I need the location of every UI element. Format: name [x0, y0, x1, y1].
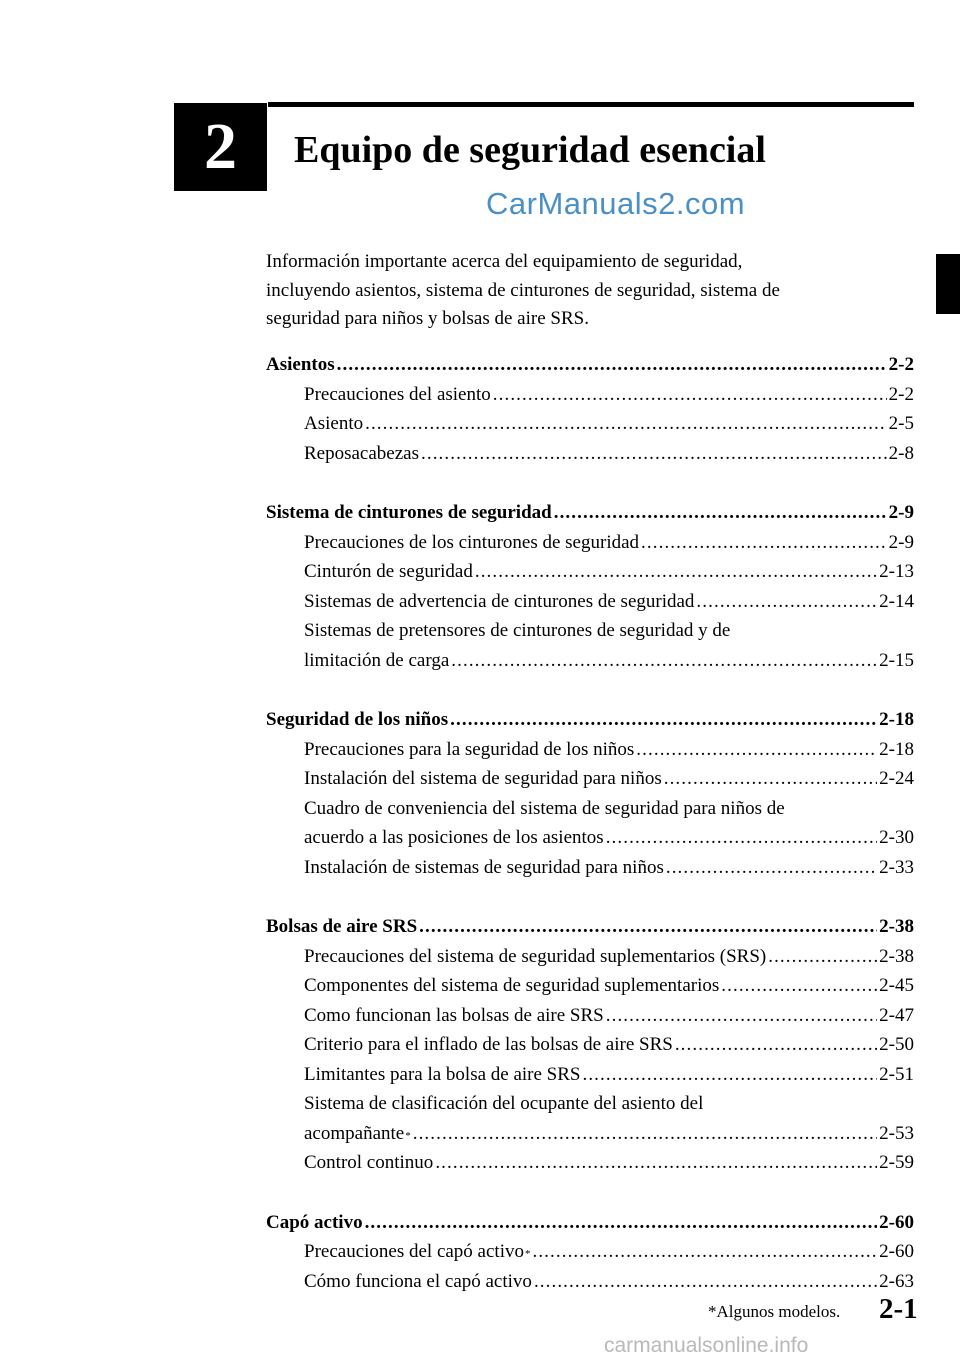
toc-page-ref: 2-60 — [879, 1211, 914, 1233]
toc-leader-dots — [606, 827, 877, 849]
toc-page-ref: 2-9 — [888, 502, 914, 523]
toc-entry-text: Instalación del sistema de seguridad para niños — [304, 768, 662, 789]
toc-entry[interactable] — [266, 591, 914, 621]
toc-entry-text: Precauciones del sistema de seguridad suplementarios (SRS) — [304, 945, 767, 967]
toc-entry[interactable] — [266, 532, 914, 562]
toc-entry-text: Precauciones del capó activo — [304, 1241, 524, 1262]
toc-entry-text: Precauciones de los cinturones de seguridad — [304, 531, 640, 553]
toc-leader-dots — [582, 1064, 877, 1086]
toc-entry-text: Cinturón de seguridad — [304, 561, 473, 582]
intro-line: seguridad para niños y bolsas de aire SRS. — [266, 308, 589, 329]
toc-page-ref: 2-50 — [879, 1034, 914, 1055]
toc-page-ref: 2-38 — [879, 945, 914, 967]
toc-entry[interactable] — [266, 768, 914, 798]
toc-entry-text: Cómo funciona el capó activo — [304, 1270, 532, 1292]
toc-page-ref: 2-8 — [888, 442, 914, 464]
toc-section-title: Asientos — [266, 354, 335, 375]
toc-entry-line — [266, 620, 914, 650]
toc-leader-dots — [450, 709, 877, 731]
toc-page-ref: 2-33 — [879, 856, 914, 878]
toc-section — [266, 354, 914, 472]
toc-page-ref: 2-5 — [888, 413, 914, 434]
toc-leader-dots — [451, 650, 877, 672]
toc-leader-dots — [534, 1271, 877, 1293]
toc-leader-dots — [413, 1123, 877, 1145]
toc-entry-text: Sistema de clasificación del ocupante del asiento del — [304, 1093, 704, 1114]
toc-entry-text: Asiento — [304, 413, 364, 434]
toc-entry-line — [266, 798, 914, 828]
chapter-side-tab — [936, 254, 960, 314]
toc-leader-dots — [365, 413, 887, 435]
toc-entry[interactable] — [266, 650, 914, 680]
toc-leader-dots — [532, 1241, 877, 1263]
toc-entry-text: Limitantes para la bolsa de aire SRS — [304, 1063, 581, 1085]
toc-entry[interactable] — [266, 857, 914, 887]
toc-entry-text: acompañante — [304, 1122, 405, 1144]
toc-entry-text: Control continuo — [304, 1152, 434, 1173]
toc-entry[interactable] — [266, 1034, 914, 1064]
toc-page-ref: 2-45 — [879, 975, 914, 996]
toc-page-ref: 2-13 — [879, 561, 914, 582]
chapter-title: Equipo de seguridad esencial — [294, 129, 766, 171]
toc-leader-dots — [421, 443, 887, 465]
toc-entry-text: Componentes del sistema de seguridad suplementarios — [304, 975, 720, 996]
toc-leader-dots — [419, 916, 877, 938]
toc-leader-dots — [636, 739, 877, 761]
toc-entry[interactable] — [266, 1271, 914, 1301]
intro-line: incluyendo asientos, sistema de cinturones de seguridad, sistema de — [266, 279, 780, 301]
toc-entry[interactable] — [266, 413, 914, 443]
toc-page-ref: 2-60 — [879, 1241, 914, 1262]
toc-page-ref: 2-18 — [879, 738, 914, 760]
toc-entry[interactable] — [266, 1005, 914, 1035]
toc-entry-text: Reposacabezas — [304, 442, 419, 464]
toc-page-ref: 2-9 — [888, 531, 914, 553]
toc-leader-dots — [606, 1005, 877, 1027]
toc-entry-text: limitación de carga — [304, 649, 450, 671]
chapter-number: 2 — [204, 110, 237, 183]
toc-page-ref: 2-63 — [879, 1270, 914, 1292]
toc-entry[interactable] — [266, 443, 914, 473]
toc-section — [266, 709, 914, 886]
toc-leader-dots — [666, 857, 877, 879]
toc-page-ref: 2-59 — [879, 1152, 914, 1173]
toc-entry[interactable] — [266, 1123, 914, 1153]
toc-section-title: Capó activo — [266, 1211, 363, 1233]
table-of-contents — [266, 354, 914, 1330]
toc-page-ref: 2-53 — [879, 1122, 914, 1144]
toc-section-heading[interactable] — [266, 709, 914, 739]
toc-entry[interactable] — [266, 1152, 914, 1182]
toc-page-ref: 2-2 — [888, 383, 914, 405]
toc-section-heading[interactable] — [266, 1212, 914, 1242]
toc-leader-dots — [365, 1212, 878, 1234]
page-number: 2-1 — [879, 1293, 918, 1325]
intro-line: Información importante acerca del equipamiento de seguridad, — [266, 251, 743, 272]
toc-page-ref: 2-24 — [879, 768, 914, 789]
toc-page-ref: 2-47 — [879, 1004, 914, 1026]
toc-page-ref: 2-30 — [879, 827, 914, 848]
toc-section-title: Bolsas de aire SRS — [266, 916, 418, 937]
toc-leader-dots — [664, 768, 877, 790]
toc-leader-dots — [435, 1152, 877, 1174]
toc-entry[interactable] — [266, 561, 914, 591]
header-rule — [268, 102, 914, 107]
toc-entry-text: Sistemas de advertencia de cinturones de seguridad — [304, 590, 695, 612]
toc-section-title: Sistema de cinturones de seguridad — [266, 502, 552, 523]
toc-leader-dots — [475, 561, 877, 583]
toc-section — [266, 1212, 914, 1301]
toc-entry-text: Criterio para el inflado de las bolsas de aire SRS — [304, 1034, 673, 1055]
toc-section-heading[interactable] — [266, 354, 914, 384]
toc-leader-dots — [337, 354, 887, 376]
toc-section — [266, 502, 914, 679]
toc-entry-text: Cuadro de conveniencia del sistema de seguridad para niños de — [304, 797, 785, 819]
toc-entry[interactable] — [266, 946, 914, 976]
toc-entry-text: acuerdo a las posiciones de los asientos — [304, 827, 604, 848]
toc-entry[interactable] — [266, 739, 914, 769]
toc-leader-dots — [493, 384, 887, 406]
toc-entry[interactable] — [266, 827, 914, 857]
toc-entry-text: Como funcionan las bolsas de aire SRS — [304, 1004, 604, 1026]
watermark-top: CarManuals2.com — [486, 186, 746, 221]
toc-entry-text: Precauciones para la seguridad de los niños — [304, 738, 635, 760]
intro-paragraph — [266, 248, 906, 334]
footnote-marker: * — [405, 1129, 411, 1142]
toc-leader-dots — [696, 591, 877, 613]
toc-page-ref: 2-2 — [888, 354, 914, 375]
chapter-number-box — [174, 103, 267, 191]
toc-page-ref: 2-18 — [879, 709, 914, 730]
toc-entry-line — [266, 1093, 914, 1123]
toc-leader-dots — [721, 975, 877, 997]
toc-entry[interactable] — [266, 384, 914, 414]
toc-page-ref: 2-38 — [879, 916, 914, 937]
toc-leader-dots — [768, 946, 877, 968]
footnote: *Algunos modelos. — [708, 1302, 841, 1321]
watermark-bottom: carmanualsonline.info — [604, 1334, 809, 1357]
toc-entry[interactable] — [266, 1064, 914, 1094]
toc-leader-dots — [554, 502, 887, 524]
toc-entry-text: Sistemas de pretensores de cinturones de seguridad y de — [304, 620, 731, 641]
toc-section — [266, 916, 914, 1182]
toc-leader-dots — [641, 532, 887, 554]
toc-section-heading[interactable] — [266, 916, 914, 946]
toc-page-ref: 2-14 — [879, 590, 914, 612]
toc-entry-text: Instalación de sistemas de seguridad para niños — [304, 856, 664, 878]
toc-section-heading[interactable] — [266, 502, 914, 532]
toc-page-ref: 2-15 — [879, 649, 914, 671]
toc-entry-text: Precauciones del asiento — [304, 383, 491, 405]
toc-entry[interactable] — [266, 975, 914, 1005]
toc-page-ref: 2-51 — [879, 1063, 914, 1085]
toc-leader-dots — [675, 1034, 877, 1056]
footnote-marker: * — [524, 1248, 531, 1260]
toc-entry[interactable] — [266, 1241, 914, 1271]
toc-section-title: Seguridad de los niños — [266, 709, 449, 730]
